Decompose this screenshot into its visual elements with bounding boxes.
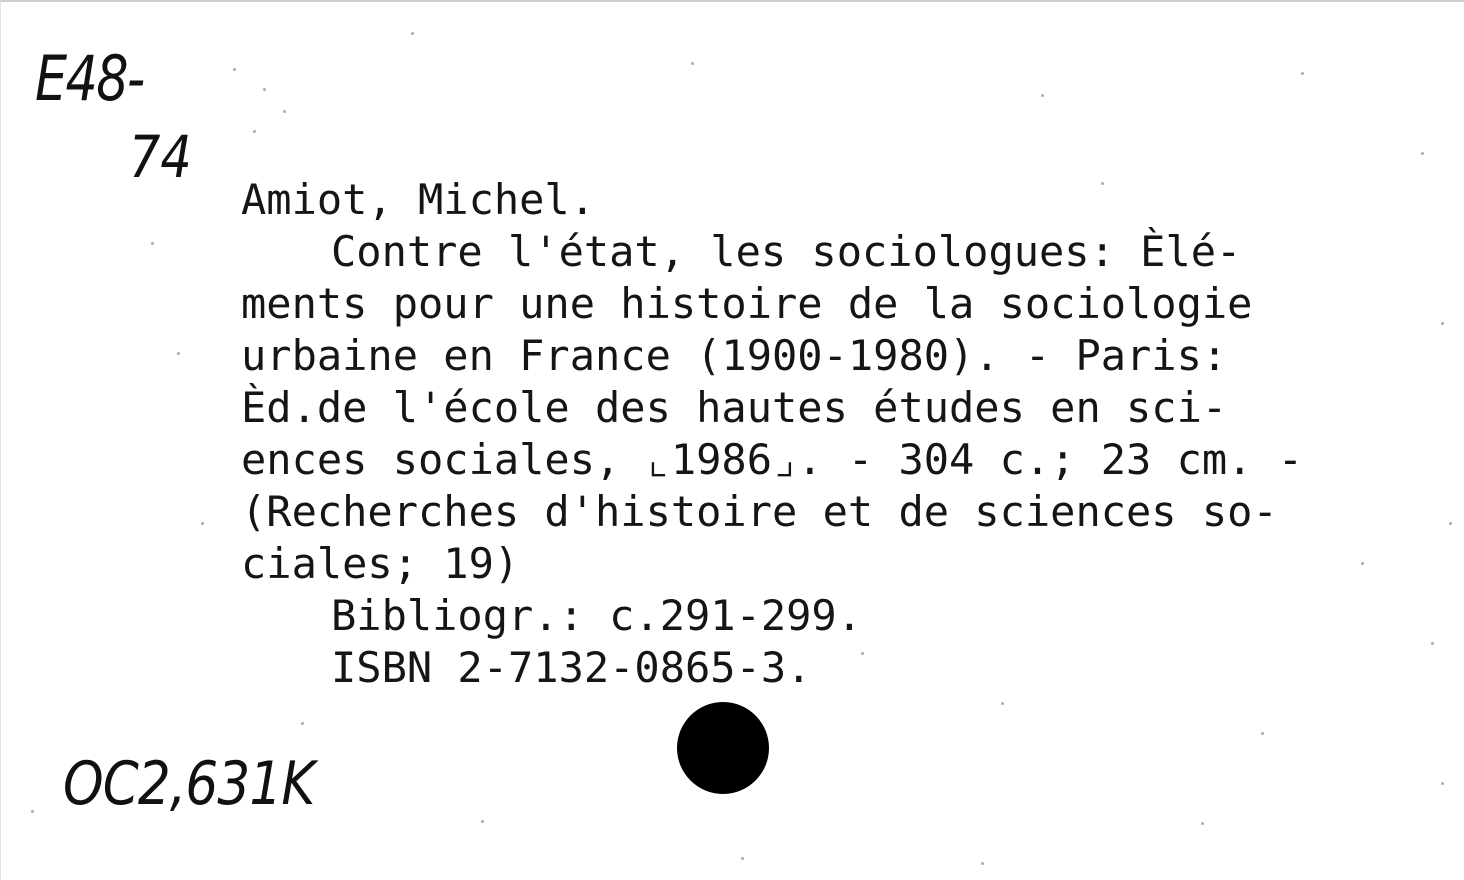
- entry-line: ciales; 19): [241, 539, 520, 588]
- scan-speck: [1361, 562, 1364, 565]
- scan-speck: [411, 32, 414, 35]
- scan-speck: [1001, 702, 1004, 705]
- entry-line: ments pour une histoire de la sociologie: [241, 279, 1253, 328]
- scan-speck: [201, 522, 204, 525]
- scan-speck: [741, 857, 744, 860]
- scan-speck: [1449, 522, 1452, 525]
- scan-speck: [1441, 782, 1444, 785]
- entry-line: ences sociales, ⌞1986⌟. - 304 c.; 23 cm. -: [241, 435, 1304, 484]
- scan-speck: [981, 862, 984, 865]
- shelf-mark: OC2,631K: [63, 749, 315, 819]
- scan-speck: [1261, 732, 1264, 735]
- entry-line: urbaine en France (1900-1980). - Paris:: [241, 331, 1228, 380]
- scan-speck: [691, 62, 694, 65]
- scan-speck: [1421, 152, 1424, 155]
- entry-line-title: Contre l'état, les sociologues: Èlé-: [331, 227, 1242, 276]
- scan-speck: [253, 130, 256, 133]
- scan-speck: [1201, 822, 1204, 825]
- entry-line-bibliography: Bibliogr.: c.291-299.: [331, 591, 863, 640]
- scan-speck: [1041, 94, 1044, 97]
- entry-line-isbn: ISBN 2-7132-0865-3.: [331, 643, 812, 692]
- scan-speck: [263, 88, 266, 91]
- scan-speck: [1431, 642, 1434, 645]
- scan-speck: [301, 722, 304, 725]
- call-number-line-2: 74: [129, 123, 192, 191]
- punch-hole: [677, 702, 769, 794]
- entry-line-author: Amiot, Michel.: [241, 175, 596, 224]
- entry-line: Èd.de l'école des hautes études en sci-: [241, 383, 1228, 432]
- scan-speck: [481, 820, 484, 823]
- scan-speck: [1441, 322, 1444, 325]
- bibliographic-entry: [241, 174, 1303, 694]
- scan-speck: [31, 810, 34, 813]
- scan-speck: [283, 110, 286, 113]
- scan-speck: [151, 242, 154, 245]
- scan-speck: [233, 68, 236, 71]
- scan-speck: [177, 352, 180, 355]
- entry-line-series: (Recherches d'histoire et de sciences so-: [241, 487, 1278, 536]
- scan-speck: [1301, 72, 1304, 75]
- call-number-line-1: E48-: [35, 42, 144, 115]
